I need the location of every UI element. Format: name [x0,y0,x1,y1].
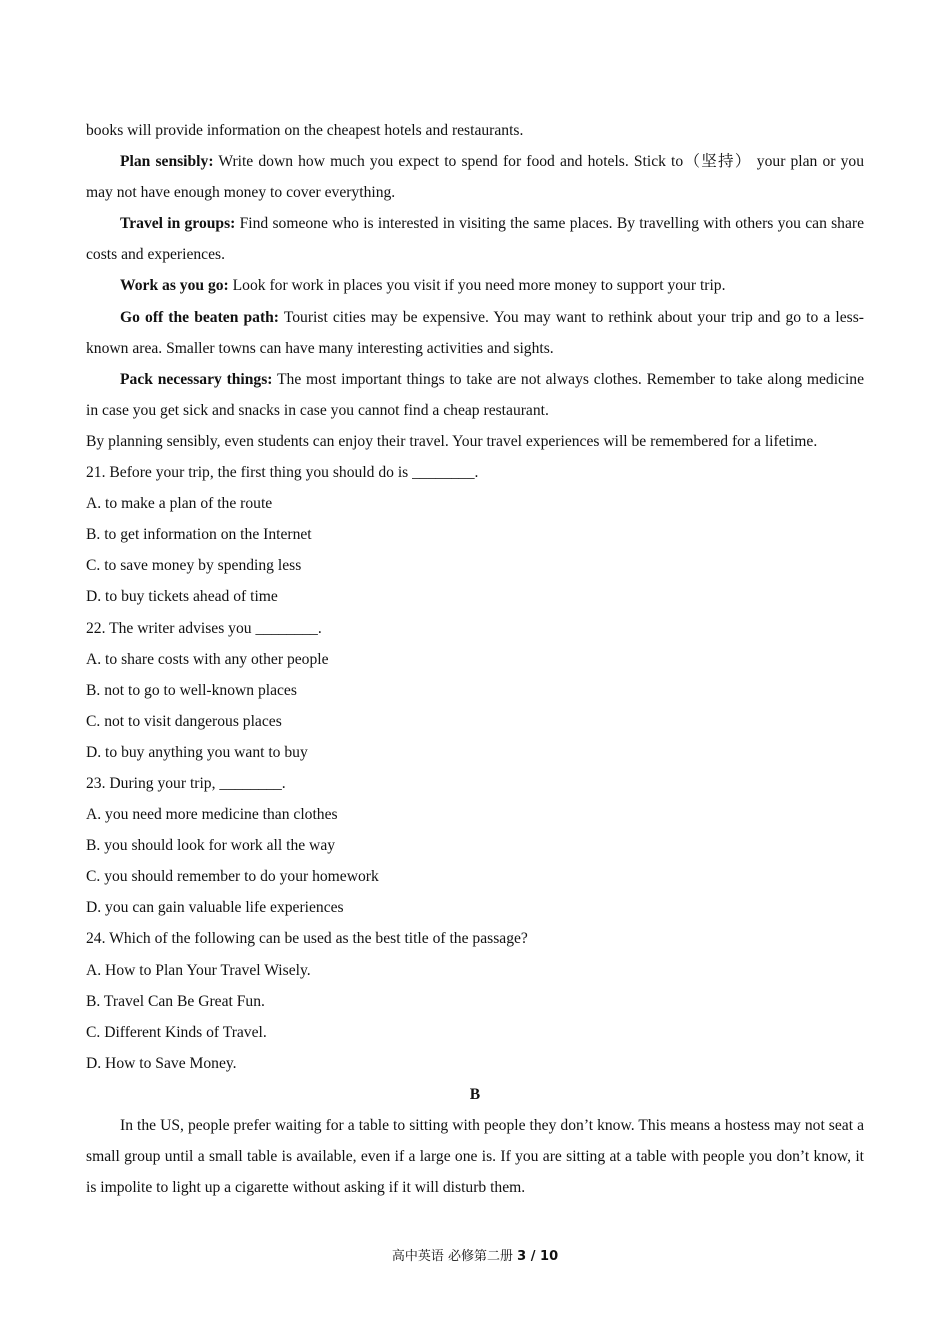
question-21 [86,457,864,612]
option-d: D. to buy tickets ahead of time [86,588,278,606]
option-c: C. Different Kinds of Travel. [86,1023,267,1041]
tip-go-off-beaten-path [86,302,864,364]
question-stem: 22. The writer advises you ________. [86,619,322,637]
option-c: C. not to visit dangerous places [86,712,282,730]
passage-b-title: B [469,1085,481,1103]
footer-book-title: 高中英语 必修第二册 [391,1249,514,1264]
tip-travel-in-groups [86,208,864,270]
question-23 [86,768,864,923]
option-a: A. How to Plan Your Travel Wisely. [86,961,311,979]
option-a: A. to share costs with any other people [86,650,329,668]
option-b: B. not to go to well-known places [86,681,297,699]
option-b: B. to get information on the Internet [86,526,312,544]
tip-plan-sensibly [86,146,864,208]
option-c: C. you should remember to do your homework [86,868,379,886]
tip-text: Find someone who is interested in visiting the same places. By travelling with others you can share costs and experiences. [86,215,865,264]
tip-heading: Pack necessary things: [120,370,273,388]
tip-text: Write down how much you expect to spend for food and hotels. Stick to（坚持） your plan or you may not have enough money to cover everything. [86,153,864,202]
tip-text: The most important things to take are not always clothes. Remember to take along medicine in case you get sick and snacks in case you cannot find a cheap restaurant. [86,370,864,419]
tip-work-as-you-go [86,270,864,301]
tip-heading: Go off the beaten path: [120,308,279,326]
option-b: B. you should look for work all the way [86,837,336,855]
document-page [86,115,864,1203]
option-c: C. to save money by spending less [86,557,302,575]
tip-pack-necessary-things [86,364,864,426]
page-footer [0,1245,950,1264]
option-d: D. How to Save Money. [86,1054,237,1072]
option-a: A. to make a plan of the route [86,495,273,513]
tip-heading: Work as you go: [120,277,229,295]
question-22 [86,613,864,768]
option-d: D. to buy anything you want to buy [86,743,308,761]
tip-heading: Travel in groups: [120,215,236,233]
question-stem: 23. During your trip, ________. [86,774,286,792]
page-number: 3 / 10 [517,1249,559,1264]
tip-text: Look for work in places you visit if you need more money to support your trip. [228,277,726,295]
question-stem: 24. Which of the following can be used as the best title of the passage? [86,930,528,948]
option-d: D. you can gain valuable life experiences [86,899,344,917]
question-24 [86,923,864,1078]
option-a: A. you need more medicine than clothes [86,806,338,824]
tip-text: Tourist cities may be expensive. You may want to rethink about your trip and go to a less-known area. Smaller towns can have many interesting activities and sights. [86,308,864,357]
question-stem: 21. Before your trip, the first thing you should do is ________. [86,464,479,482]
passage-a-conclusion: By planning sensibly, even students can enjoy their travel. Your travel experiences will be remembered for a lifetime. [86,432,818,450]
option-b: B. Travel Can Be Great Fun. [86,992,265,1010]
passage-b-paragraph: In the US, people prefer waiting for a table to sitting with people they don’t know. This means a hostess may not seat a small group until a small table is available, even if a large one is. If you are sitting at a table with people you don’t know, it is impolite to light up a cigarette without asking if it will disturb them. [86,1117,864,1197]
passage-a-continuation: books will provide information on the cheapest hotels and restaurants. [86,122,524,139]
tip-heading: Plan sensibly: [120,153,214,171]
